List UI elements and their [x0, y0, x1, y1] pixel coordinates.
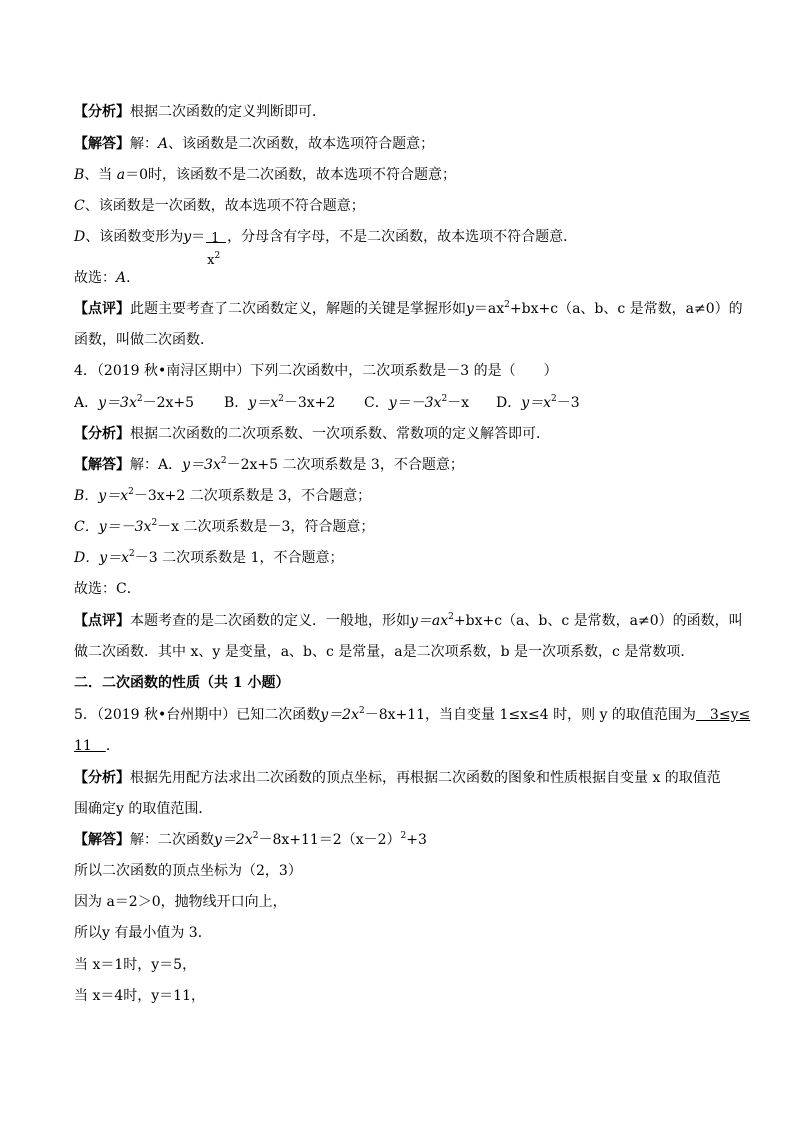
q3-choice	[74, 268, 734, 288]
q5-stem-l2	[74, 736, 734, 756]
q3-comment-l2	[74, 330, 734, 350]
answer-text: 当 x＝4时，y＝11，	[74, 988, 205, 1004]
option-a: A．$y=3x^2-2x+5$	[74, 394, 195, 411]
analysis-text: 围确定y 的取值范围．	[74, 801, 213, 817]
variable: a	[116, 167, 126, 183]
formula-tail: +bx+c（a、b、c 是常数，a≠0）的	[509, 301, 743, 317]
question-stem: －8x+11，当自变量 1≤x≤4 时，则 y 的取值范围为	[364, 707, 696, 723]
q3-answer-c	[74, 196, 734, 216]
q4-answer-a	[74, 455, 734, 475]
comment-text: 本题考查的是二次函数的定义．一般地，形如	[130, 613, 410, 629]
comment-text: +bx+c（a、b、c 是常数，a≠0）的函数，叫	[453, 613, 743, 629]
q5-answer-l4	[74, 923, 734, 943]
formula: y＝ax	[410, 613, 449, 629]
exponent: 2	[151, 518, 158, 528]
question-stem: 5．（2019 秋•台州期中）已知二次函数	[74, 707, 321, 723]
answer-text: 、该函数是二次函数，故本选项符合题意；	[168, 136, 435, 152]
exponent: 2	[358, 706, 365, 716]
answer-text: ＝0时，该函数不是二次函数，故本选项不符合题意；	[125, 167, 457, 183]
answer-text: －x 二次项系数是－3，符合题意；	[157, 519, 375, 535]
answer-text: 、该函数是一次函数，故本选项不符合题意；	[84, 198, 365, 214]
q4-comment-l1	[74, 611, 743, 631]
answer-text: 当 x＝1时，y＝5，	[74, 957, 197, 973]
fraction-denominator: $x^2$	[207, 251, 221, 268]
variable: y	[183, 229, 192, 245]
answer-prefix: D．	[74, 550, 100, 566]
formula: －8x+11＝2（x－2）	[258, 832, 401, 848]
analysis-text: 根据二次函数的二次项系数、一次项系数、常数项的定义解答即可．	[130, 426, 550, 442]
q4-stem	[74, 361, 734, 381]
q5-stem-l1	[74, 705, 751, 725]
formula: y＝2x	[214, 832, 253, 848]
exponent: 2	[129, 549, 135, 559]
answer-text: 解：二次函数	[130, 832, 214, 848]
answer-text: 、当	[84, 167, 117, 183]
option-d: D．$y=x^2-3$	[496, 394, 580, 411]
q4-answer-c	[74, 517, 734, 537]
choice-value: A	[116, 270, 127, 286]
exponent: 2	[252, 831, 259, 841]
formula: y＝x	[98, 488, 129, 504]
analysis-text: 根据先用配方法求出二次函数的顶点坐标，再根据二次函数的图象和性质根据自变量 x 的取值范	[130, 770, 721, 786]
q5-analysis-l2	[74, 799, 734, 819]
answer-text: 因为 a＝2＞0，抛物线开口向上，	[74, 894, 287, 910]
formula-var: y	[466, 301, 474, 317]
q3-comment-l1	[74, 299, 743, 319]
exponent: 2	[400, 831, 407, 841]
formula: +3	[406, 832, 427, 848]
answer-text: －2x+5 二次项系数是 3，不合题意；	[226, 457, 464, 473]
q3-analysis-line	[74, 102, 734, 122]
option-letter: C	[74, 198, 85, 214]
q4-comment-l2	[74, 642, 734, 662]
exponent: 2	[220, 456, 227, 466]
section-heading	[74, 673, 734, 693]
q5-answer-l1	[74, 830, 734, 850]
answer-prefix: C．	[74, 519, 99, 535]
option-b: B．$y=x^2-3x+2$	[224, 394, 336, 411]
choice-end: ．	[126, 270, 141, 286]
analysis-tag: 【分析】	[74, 426, 130, 442]
answer-tag: 【解答】	[74, 832, 130, 848]
answer-tag: 【解答】	[74, 136, 130, 152]
q3-answer-b	[74, 165, 734, 185]
comment-text: 做二次函数．其中 x、y 是变量，a、b、c 是常量，a是二次项系数，b 是一次项系数，c 是常数项．	[74, 644, 695, 660]
answer-text: 所以y 有最小值为 3．	[74, 925, 212, 941]
q5-answer-l2	[74, 861, 734, 881]
fraction-numerator: 1	[211, 231, 220, 246]
question-stem: 4．（2019 秋•南浔区期中）下列二次函数中，二次项系数是－3 的是（ ）	[74, 363, 558, 379]
analysis-tag: 【分析】	[74, 104, 130, 120]
q4-analysis	[74, 424, 734, 444]
q4-answer-b	[74, 486, 734, 506]
answer-text: ，分母含有字母，不是二次函数，故本选项不符合题意．	[227, 229, 578, 245]
answer-text: －3 二次项系数是 1，不合题意；	[134, 550, 344, 566]
blank-end: ．	[105, 738, 120, 754]
section-title: 二．二次函数的性质（共 1 小题）	[74, 675, 290, 691]
q5-answer-l5	[74, 955, 734, 975]
answer-prefix: B．	[74, 488, 99, 504]
choice-label: 故选：	[74, 270, 116, 286]
answer-tag: 【解答】	[74, 457, 130, 473]
equals: ＝	[191, 229, 206, 245]
q5-answer-l3	[74, 892, 734, 912]
answer-text: 、该函数变形为	[85, 229, 184, 245]
option-letter: B	[74, 167, 85, 183]
q3-answer-d	[74, 227, 734, 268]
formula: y＝x	[99, 550, 130, 566]
comment-tag: 【点评】	[74, 301, 130, 317]
formula: ＝ax	[473, 301, 505, 317]
comment-text: 函数，叫做二次函数．	[74, 332, 214, 348]
q4-choice	[74, 579, 734, 599]
q3-answer-line	[74, 134, 734, 154]
analysis-text: 根据二次函数的定义判断即可．	[130, 104, 326, 120]
choice-text: 故选：C．	[74, 581, 141, 597]
comment-tag: 【点评】	[74, 613, 130, 629]
formula: y＝3x	[182, 457, 221, 473]
exponent: 2	[448, 612, 454, 622]
answer-text: －3x+2 二次项系数是 3，不合题意；	[133, 488, 372, 504]
option-letter: D	[74, 229, 86, 245]
answer-blank: 3≤y≤	[695, 707, 751, 723]
formula: y＝2x	[320, 707, 359, 723]
option-c: C．$y=-3x^2-x$	[364, 394, 470, 411]
fraction-bar	[206, 242, 226, 243]
q5-answer-l6	[74, 986, 734, 1006]
answer-text: 所以二次函数的顶点坐标为（2，3）	[74, 863, 302, 879]
comment-text: 此题主要考查了二次函数定义，解题的关键是掌握形如	[130, 301, 466, 317]
exponent: 2	[128, 487, 134, 497]
answer-prefix: 解：A．	[130, 457, 183, 473]
option-letter: A	[158, 136, 169, 152]
q5-analysis-l1	[74, 768, 734, 788]
answer-intro: 解：	[130, 136, 158, 152]
formula: y＝－3x	[98, 519, 152, 535]
answer-blank: 11	[74, 738, 106, 754]
q4-answer-d	[74, 548, 734, 568]
analysis-tag: 【分析】	[74, 770, 130, 786]
exponent: 2	[504, 300, 510, 310]
